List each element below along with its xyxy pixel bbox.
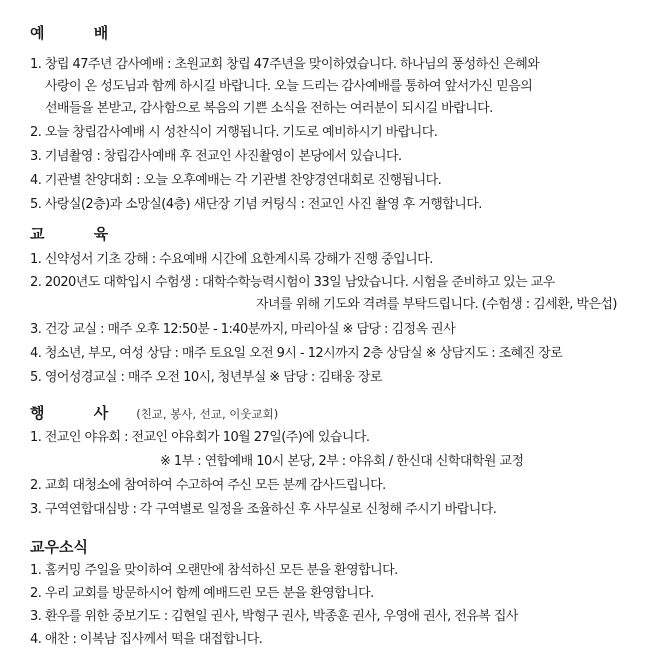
worship-line-1: 1. 창립 47주년 감사예배 : 초원교회 창립 47주년을 맞이하였습니다. 하나님의 풍성하신 은혜와 (30, 57, 540, 72)
members-title: 교우소식 (30, 538, 88, 556)
education-line-5: 5. 영어성경교실 : 매주 오전 10시, 청년부실 ※ 담당 : 김태웅 장로 (30, 370, 382, 385)
events-subtitle: (친교, 봉사, 선교, 이웃교회) (136, 407, 279, 421)
section-title-worship (30, 22, 130, 43)
worship-line-4: 4. 기관별 찬양대회 : 오늘 오후예배는 각 기관별 찬양경연대회로 진행됩니다. (30, 173, 442, 188)
worship-line-1-cont-1: 사랑이 온 성도님과 함께 하시길 바랍니다. 오늘 드리는 감사예배를 통하여 앞서가신 믿음의 (45, 79, 533, 94)
members-line-4: 4. 애찬 : 이복남 집사께서 떡을 대접합니다. (30, 632, 263, 647)
section-title-education (30, 223, 130, 244)
members-line-2: 2. 우리 교회를 방문하시어 함께 예배드린 모든 분을 환영합니다. (30, 586, 374, 601)
events-title: 행 사 (30, 404, 131, 422)
education-line-4: 4. 청소년, 부모, 여성 상담 : 매주 토요일 오전 9시 - 12시까지 2층 상담실 ※ 상담지도 : 조혜진 장로 (30, 346, 563, 361)
events-line-1-note: ※ 1부 : 연합예배 10시 본당, 2부 : 야유회 / 한신대 신학대학원 교정 (160, 454, 524, 469)
members-line-1: 1. 홈커밍 주일을 맞이하여 오랜만에 참석하신 모든 분을 환영합니다. (30, 563, 398, 578)
education-line-3: 3. 건강 교실 : 매주 오후 12:50분 - 1:40분까지, 마리아실 ※ 담당 : 김정옥 권사 (30, 322, 456, 337)
events-line-3: 3. 구역연합대심방 : 각 구역별로 일정을 조율하신 후 사무실로 신청해 주시기 바랍니다. (30, 502, 497, 517)
education-title: 교 육 (30, 225, 131, 243)
events-line-2: 2. 교회 대청소에 참여하여 수고하여 주신 모든 분께 감사드립니다. (30, 478, 386, 493)
events-line-1: 1. 전교인 야유회 : 전교인 야유회가 10월 27일(주)에 있습니다. (30, 430, 370, 445)
worship-line-3: 3. 기념촬영 : 창립감사예배 후 전교인 사진촬영이 본당에서 있습니다. (30, 149, 402, 164)
worship-title: 예 배 (30, 24, 131, 42)
members-line-3: 3. 환우를 위한 중보기도 : 김현일 권사, 박형구 권사, 박종훈 권사, 우영애 권사, 전유복 집사 (30, 609, 518, 624)
education-line-2-cont: 자녀를 위해 기도와 격려를 부탁드립니다. (수험생 : 김세환, 박은섭) (256, 297, 617, 312)
education-line-2: 2. 2020년도 대학입시 수험생 : 대학수학능력시험이 33일 남았습니다. 시험을 준비하고 있는 교우 (30, 275, 555, 290)
section-title-members (30, 536, 88, 557)
section-title-events (30, 402, 278, 423)
worship-line-2: 2. 오늘 창립감사예배 시 성찬식이 거행됩니다. 기도로 예비하시기 바랍니다. (30, 125, 438, 140)
education-line-1: 1. 신약성서 기초 강해 : 수요예배 시간에 요한계시록 강해가 진행 중입니다. (30, 252, 433, 267)
worship-line-1-cont-2: 선배들을 본받고, 감사함으로 복음의 기쁜 소식을 전하는 여러분이 되시길 바랍니다. (45, 101, 493, 116)
worship-line-5: 5. 사랑실(2층)과 소망실(4층) 새단장 기념 커팅식 : 전교인 사진 촬영 후 거행합니다. (30, 197, 482, 212)
